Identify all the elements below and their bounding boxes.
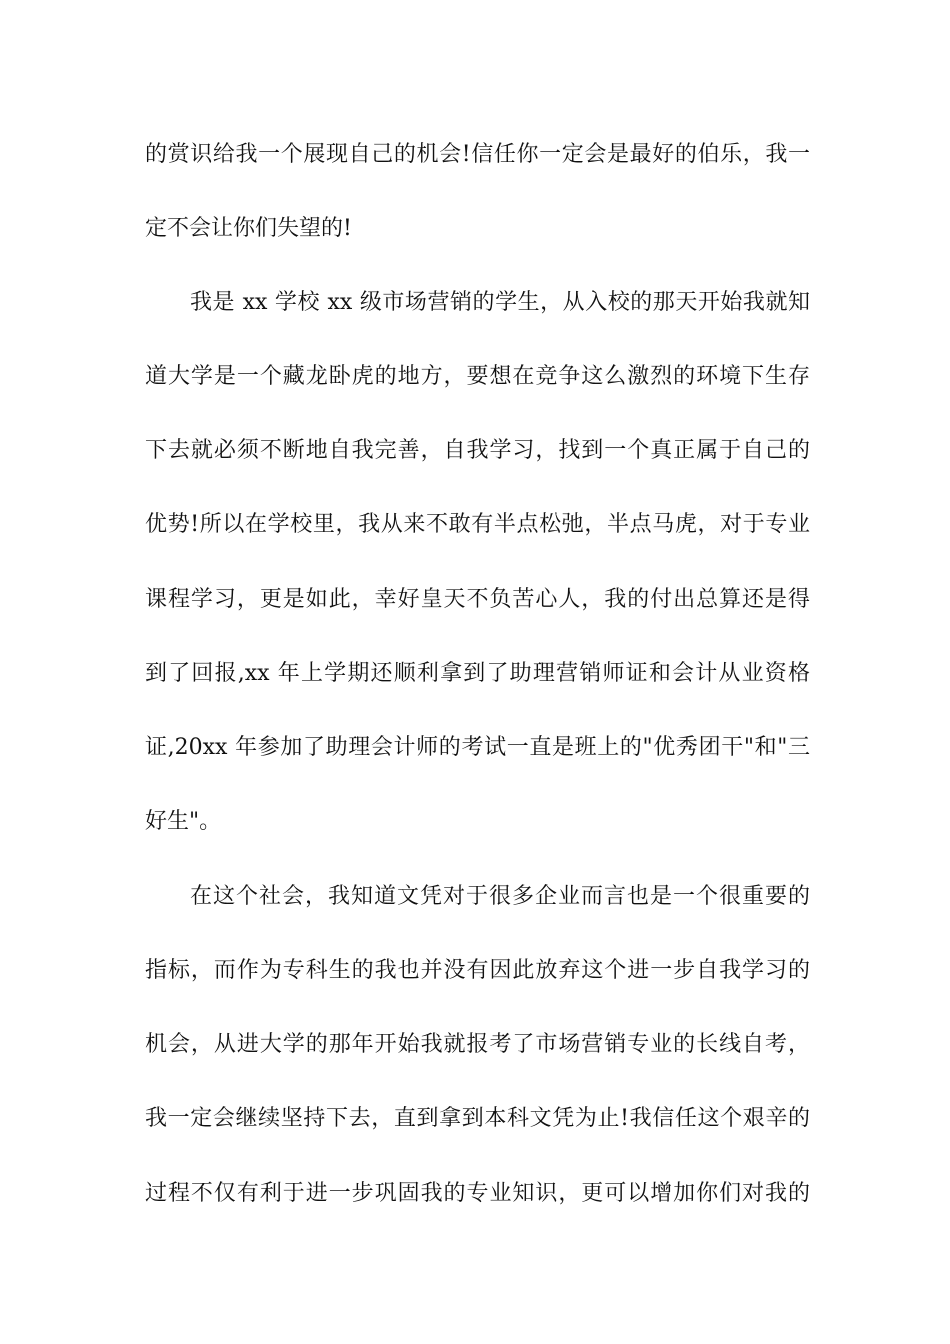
text-line: 下去就必须不断地自我完善，自我学习，找到一个真正属于自己的 [145, 438, 810, 463]
text-line: 指标，而作为专科生的我也并没有因此放弃这个进一步自我学习的 [145, 958, 810, 983]
text-line: 好生"。 [145, 809, 222, 834]
text-line: 课程学习，更是如此，幸好皇天不负苦心人，我的付出总算还是得 [145, 587, 810, 612]
text-line: 证,20xx 年参加了助理会计师的考试一直是班上的"优秀团干"和"三 [145, 735, 810, 760]
paragraph-first-line: 在这个社会，我知道文凭对于很多企业而言也是一个很重要的 [190, 884, 810, 909]
text-line: 优势!所以在学校里，我从来不敢有半点松弛，半点马虎，对于专业 [145, 512, 810, 537]
text-line: 过程不仅有利于进一步巩固我的专业知识，更可以增加你们对我的 [145, 1181, 810, 1206]
text-line: 道大学是一个藏龙卧虎的地方，要想在竞争这么激烈的环境下生存 [145, 364, 810, 389]
text-line: 到了回报,xx 年上学期还顺利拿到了助理营销师证和会计从业资格 [145, 661, 810, 686]
text-line: 我一定会继续坚持下去，直到拿到本科文凭为止!我信任这个艰辛的 [145, 1106, 810, 1131]
text-line: 的赏识给我一个展现自己的机会!信任你一定会是最好的伯乐，我一 [145, 142, 810, 167]
text-line: 机会，从进大学的那年开始我就报考了市场营销专业的长线自考， [145, 1032, 810, 1057]
text-line: 定不会让你们失望的! [145, 216, 352, 241]
paragraph-first-line: 我是 xx 学校 xx 级市场营销的学生，从入校的那天开始我就知 [190, 290, 810, 315]
